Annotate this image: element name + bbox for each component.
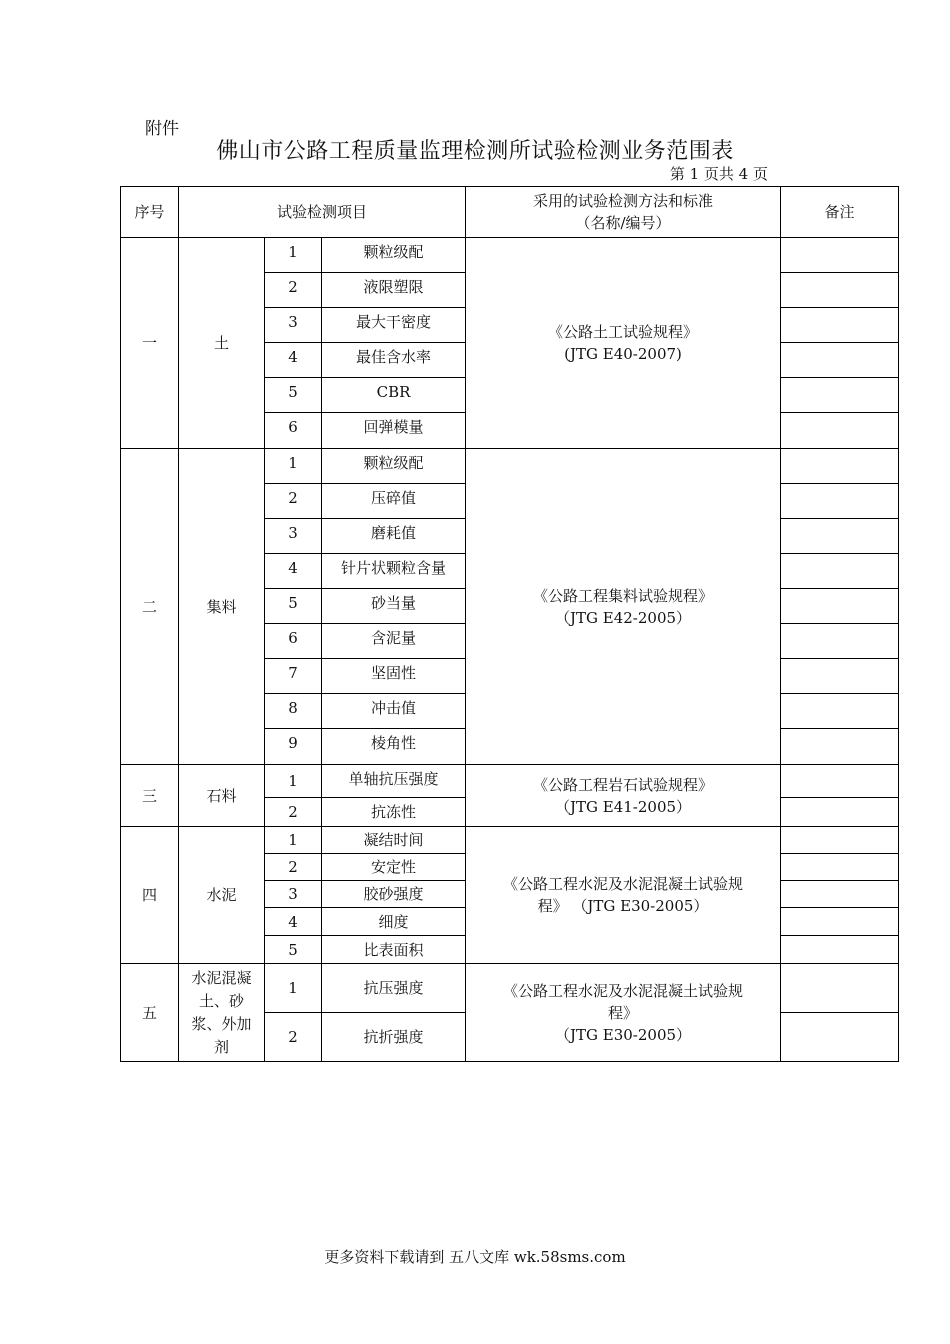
item-name: 细度 (322, 908, 466, 936)
group-seq: 二 (121, 449, 179, 765)
item-no: 4 (265, 908, 322, 936)
remark-cell (781, 554, 899, 589)
item-no: 7 (265, 659, 322, 694)
item-name: 回弹模量 (322, 413, 466, 449)
item-no: 8 (265, 694, 322, 729)
item-name: 冲击值 (322, 694, 466, 729)
remark-cell (781, 854, 899, 881)
item-name: 液限塑限 (322, 273, 466, 308)
remark-cell (781, 964, 899, 1013)
footer-link[interactable]: 更多资料下载请到 五八文库 wk.58sms.com (324, 1248, 626, 1266)
header-seq: 序号 (121, 187, 179, 238)
group-seq: 三 (121, 765, 179, 827)
table-row (121, 827, 899, 854)
standard-line: 程》 (608, 1003, 639, 1022)
item-name: 颗粒级配 (322, 238, 466, 273)
remark-cell (781, 827, 899, 854)
group-seq: 一 (121, 238, 179, 449)
standard-line: （JTG E30-2005） (555, 1025, 692, 1044)
item-name: 坚固性 (322, 659, 466, 694)
item-no: 4 (265, 554, 322, 589)
item-name: 含泥量 (322, 624, 466, 659)
item-name: 棱角性 (322, 729, 466, 765)
table-row (121, 238, 899, 273)
category-line: 浆、外加 (191, 1014, 252, 1033)
item-name: 比表面积 (322, 936, 466, 964)
remark-cell (781, 908, 899, 936)
group-standard (466, 238, 781, 449)
standard-line: （JTG E42-2005） (555, 608, 692, 627)
group-category: 土 (179, 238, 265, 449)
remark-cell (781, 765, 899, 798)
item-name: 磨耗值 (322, 519, 466, 554)
item-name: 抗冻性 (322, 798, 466, 827)
standard-line: 《公路土工试验规程》 (548, 323, 699, 341)
item-name: 抗折强度 (322, 1013, 466, 1062)
remark-cell (781, 798, 899, 827)
header-remark: 备注 (781, 187, 899, 238)
item-no: 5 (265, 936, 322, 964)
header-item: 试验检测项目 (179, 187, 466, 238)
standard-line: (JTG E40-2007) (564, 345, 682, 363)
table-row (121, 449, 899, 484)
remark-cell (781, 449, 899, 484)
group-category: 水泥 (179, 827, 265, 964)
remark-cell (781, 308, 899, 343)
header-method-line2: （名称/编号） (575, 214, 671, 232)
group-standard (466, 449, 781, 765)
item-name: 安定性 (322, 854, 466, 881)
item-no: 3 (265, 881, 322, 908)
table-row (121, 964, 899, 1013)
remark-cell (781, 238, 899, 273)
item-no: 4 (265, 343, 322, 378)
item-no: 2 (265, 854, 322, 881)
group-category: 集料 (179, 449, 265, 765)
remark-cell (781, 589, 899, 624)
remark-cell (781, 881, 899, 908)
item-no: 2 (265, 484, 322, 519)
remark-cell (781, 378, 899, 413)
page-number: 第 1 页共 4 页 (669, 165, 768, 183)
group-seq: 四 (121, 827, 179, 964)
remark-cell (781, 519, 899, 554)
standard-line: 《公路工程水泥及水泥混凝土试验规 (503, 981, 744, 1000)
scope-table (120, 186, 899, 1062)
remark-cell (781, 936, 899, 964)
item-no: 1 (265, 449, 322, 484)
item-no: 1 (265, 765, 322, 798)
remark-cell (781, 624, 899, 659)
item-name: 凝结时间 (322, 827, 466, 854)
item-no: 5 (265, 378, 322, 413)
category-line: 水泥混凝 (191, 968, 252, 987)
remark-cell (781, 1013, 899, 1062)
item-no: 2 (265, 1013, 322, 1062)
remark-cell (781, 659, 899, 694)
item-name: 针片状颗粒含量 (322, 554, 466, 589)
document-title: 佛山市公路工程质量监理检测所试验检测业务范围表 (216, 139, 734, 164)
group-standard (466, 964, 781, 1062)
item-no: 2 (265, 273, 322, 308)
group-seq: 五 (121, 964, 179, 1062)
standard-line: 《公路工程集料试验规程》 (533, 586, 714, 605)
item-no: 3 (265, 308, 322, 343)
header-method-line1: 采用的试验检测方法和标准 (533, 192, 714, 210)
item-name: 最佳含水率 (322, 343, 466, 378)
header-method (466, 187, 781, 238)
item-no: 6 (265, 413, 322, 449)
group-standard (466, 827, 781, 964)
remark-cell (781, 273, 899, 308)
remark-cell (781, 729, 899, 765)
category-line: 土、砂 (198, 991, 244, 1010)
item-no: 3 (265, 519, 322, 554)
item-no: 1 (265, 827, 322, 854)
item-name: 最大干密度 (322, 308, 466, 343)
remark-cell (781, 343, 899, 378)
group-category: 石料 (179, 765, 265, 827)
item-no: 5 (265, 589, 322, 624)
standard-line: （JTG E41-2005） (555, 797, 692, 816)
remark-cell (781, 694, 899, 729)
item-name: 胶砂强度 (322, 881, 466, 908)
item-name: 颗粒级配 (322, 449, 466, 484)
item-no: 2 (265, 798, 322, 827)
standard-line: 《公路工程岩石试验规程》 (533, 775, 714, 794)
category-line: 剂 (213, 1037, 229, 1056)
table-row (121, 765, 899, 798)
table-header-row (121, 187, 899, 238)
item-name: 压碎值 (322, 484, 466, 519)
item-name: 抗压强度 (322, 964, 466, 1013)
attachment-label: 附件 (145, 119, 179, 139)
group-category (179, 964, 265, 1062)
group-standard (466, 765, 781, 827)
remark-cell (781, 413, 899, 449)
item-no: 9 (265, 729, 322, 765)
remark-cell (781, 484, 899, 519)
item-name: 单轴抗压强度 (322, 765, 466, 798)
item-name: CBR (322, 378, 466, 413)
item-name: 砂当量 (322, 589, 466, 624)
item-no: 1 (265, 238, 322, 273)
item-no: 6 (265, 624, 322, 659)
standard-line: 《公路工程水泥及水泥混凝土试验规 (503, 875, 744, 893)
standard-line: 程》 （JTG E30-2005） (537, 897, 709, 915)
item-no: 1 (265, 964, 322, 1013)
